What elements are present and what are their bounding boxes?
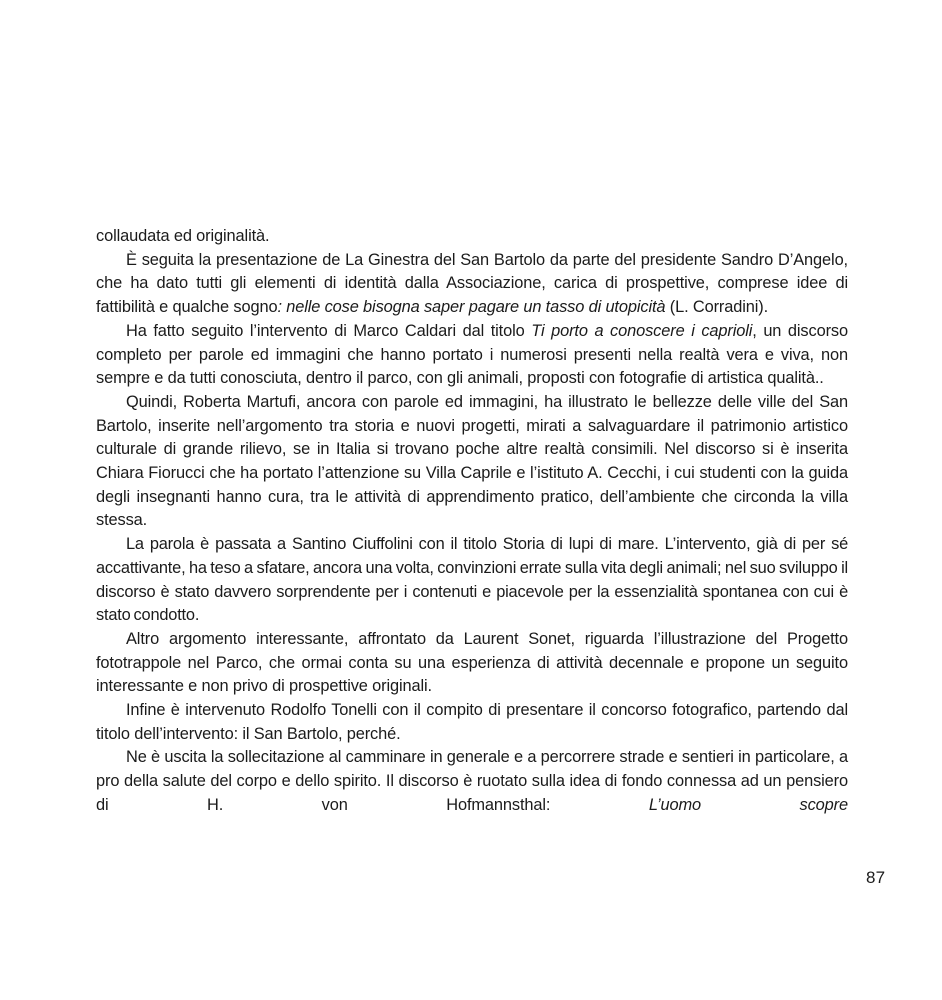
text-run: collaudata ed originalità. <box>96 227 270 245</box>
text-run: , un discorso completo per parole ed immagini che hanno portato i numerosi presenti nella realtà vera e viva, non sempre e da tutti conosciuta, dentro il parco, con gli animali, proposti con fotografie di artistica qualità.. <box>96 321 848 388</box>
paragraph <box>96 533 848 628</box>
text-run: Altro argomento interessante, affrontato da Laurent Sonet, riguarda l’illustrazione del Progetto fototrappole nel Parco, che ormai conta su una esperienza di attività decennale e propone un seguito interessante e non privo di prospettive originali. <box>96 629 848 696</box>
paragraph <box>96 746 848 841</box>
body-text-column <box>96 225 848 841</box>
paragraph <box>96 391 848 533</box>
page-number: 87 <box>866 868 886 887</box>
italic-run: L’uomo scopre <box>648 795 848 814</box>
text-run: È seguita la presentazione de La Ginestra del San Bartolo da parte del presidente Sandro D’Angelo, che ha dato tutti gli elementi di identità dalla Associazione, carica di prospettive, comprese idee di fattibilità e qualche sogno <box>96 250 848 317</box>
text-run: Quindi, Roberta Martufi, ancora con parole ed immagini, ha illustrato le bellezze delle ville del San Bartolo, inserite nell’argomento tra storia e nuovi progetti, mirati a salvaguardare il patrimonio artistico culturale di grande rilievo, se in Italia si trovano poche altre realtà consimili. Nel discorso si è inserita Chiara Fiorucci che ha portato l’attenzione su Villa Caprile e l’istituto A. Cecchi, i cui studenti con la guida degli insegnanti hanno cura, tra le attività di apprendimento pratico, dell’ambiente che circonda la villa stessa. <box>96 392 848 530</box>
paragraph <box>96 320 848 391</box>
italic-run: Ti porto a conoscere i caprioli <box>531 321 753 340</box>
paragraph <box>96 628 848 699</box>
paragraph <box>96 699 848 746</box>
text-run: (L. Corradini). <box>665 298 769 317</box>
text-run: Ha fatto seguito l’intervento di Marco Caldari dal titolo <box>126 321 532 340</box>
text-run: Infine è intervenuto Rodolfo Tonelli con il compito di presentare il concorso fotografico, partendo dal titolo dell’intervento: il San Bartolo, perché. <box>96 701 848 743</box>
text-run: Ne è uscita la sollecitazione al camminare in generale e a percorrere strade e sentieri in particolare, a pro della salute del corpo e dello spirito. Il discorso è ruotato sulla idea di fondo connessa ad un pensiero di H. von Hofmannsthal: <box>96 748 848 814</box>
paragraph <box>96 225 848 249</box>
italic-run: : nelle cose bisogna saper pagare un tasso di utopicità <box>277 298 666 317</box>
paragraph <box>96 249 848 320</box>
text-run: La parola è passata a Santino Ciuffolini con il titolo Storia di lupi di mare. L’intervento, già di per sé accattivante, ha teso a sfatare, ancora una volta, convinzioni errate sulla vita degli animali; nel suo sviluppo il discorso è stato davvero sorprendente per i contenuti e piacevole per la essenzialità spontanea con cui è stato condotto. <box>96 535 848 625</box>
